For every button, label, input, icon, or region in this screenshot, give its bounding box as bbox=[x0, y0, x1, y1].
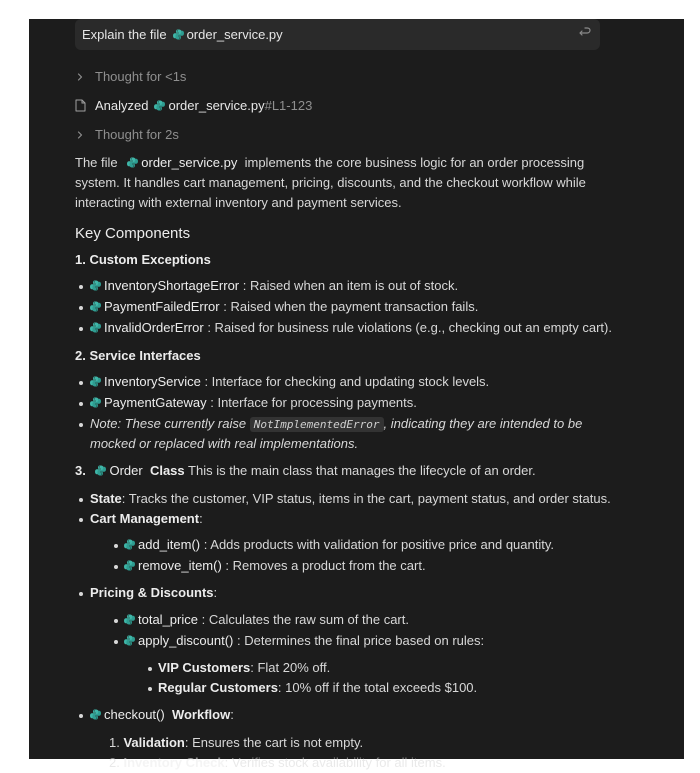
symbol-link[interactable]: PaymentFailedError bbox=[104, 299, 220, 314]
item-desc: : 10% off if the total exceeds $100. bbox=[277, 680, 478, 695]
step-number: 1. bbox=[109, 735, 120, 750]
symbol-link[interactable]: InventoryService bbox=[104, 374, 201, 389]
item-desc: : Flat 20% off. bbox=[250, 660, 331, 675]
item-label: State bbox=[90, 491, 122, 506]
python-symbol-icon bbox=[90, 376, 101, 387]
python-symbol-icon bbox=[124, 614, 135, 625]
chevron-right-icon bbox=[75, 130, 85, 140]
list-item bbox=[158, 678, 477, 698]
list-item bbox=[124, 556, 426, 576]
intro-paragraph bbox=[75, 153, 610, 213]
python-symbol-icon bbox=[90, 397, 101, 408]
prompt-text: Explain the file bbox=[82, 27, 167, 42]
chevron-right-icon bbox=[75, 72, 85, 82]
list-item bbox=[90, 393, 417, 413]
item-label: Inventory Check bbox=[123, 755, 225, 770]
symbol-link[interactable]: remove_item() bbox=[138, 558, 222, 573]
python-symbol-icon bbox=[95, 465, 106, 476]
list-item bbox=[90, 372, 489, 392]
symbol-link[interactable]: InventoryShortageError bbox=[104, 278, 240, 293]
symbol-link[interactable]: Order bbox=[109, 463, 143, 478]
numbered-item bbox=[109, 753, 446, 773]
note-continuation: mocked or replaced with real implementations. bbox=[90, 436, 359, 451]
item-label: VIP Customers bbox=[158, 660, 251, 675]
item-desc: : Adds products with validation for positive price and quantity. bbox=[203, 537, 554, 552]
list-item bbox=[158, 658, 330, 678]
bullet bbox=[79, 518, 83, 522]
item-label: Regular Customers bbox=[158, 680, 278, 695]
bullet bbox=[114, 565, 118, 569]
item-label: Validation bbox=[123, 735, 185, 750]
key-components-heading: Key Components bbox=[75, 225, 191, 242]
item-label: Cart Management bbox=[90, 511, 200, 526]
note-text: , indicating they are intended to be bbox=[383, 416, 583, 431]
list-item bbox=[124, 631, 484, 651]
bullet bbox=[79, 423, 83, 427]
list-item bbox=[90, 276, 458, 296]
section-3-heading bbox=[75, 461, 536, 481]
code-snippet: NotImplementedError bbox=[250, 417, 384, 432]
note-item bbox=[90, 414, 582, 435]
python-symbol-icon bbox=[90, 322, 101, 333]
bullet bbox=[79, 381, 83, 385]
python-file-icon bbox=[127, 157, 138, 168]
python-symbol-icon bbox=[90, 280, 101, 291]
python-symbol-icon bbox=[90, 709, 101, 720]
document-icon bbox=[75, 99, 86, 112]
symbol-link[interactable]: PaymentGateway bbox=[104, 395, 207, 410]
intro-prefix: The file bbox=[75, 155, 118, 170]
item-desc: : Raised when the payment transaction fails. bbox=[223, 299, 479, 314]
item-colon: : bbox=[199, 511, 203, 526]
item-desc: : Removes a product from the cart. bbox=[225, 558, 426, 573]
analyzed-file-link[interactable]: order_service.py bbox=[168, 98, 265, 113]
symbol-link[interactable]: total_price bbox=[138, 612, 198, 627]
section-number: 3. bbox=[75, 463, 86, 478]
symbol-link[interactable]: checkout() bbox=[104, 707, 165, 722]
bullet bbox=[79, 327, 83, 331]
python-file-icon bbox=[173, 29, 184, 40]
thought-toggle-1[interactable] bbox=[75, 69, 186, 84]
bullet bbox=[79, 714, 83, 718]
step-number: 2. bbox=[109, 755, 120, 770]
class-label: Class bbox=[149, 463, 185, 478]
python-file-icon bbox=[154, 100, 165, 111]
item-desc: : Raised for business rule violations (e.g., checking out an empty cart). bbox=[207, 320, 612, 335]
section-desc: This is the main class that manages the lifecycle of an order. bbox=[188, 463, 536, 478]
thought-label: Thought for 2s bbox=[95, 127, 179, 142]
bullet bbox=[114, 544, 118, 548]
item-colon: : bbox=[213, 585, 218, 600]
list-item bbox=[124, 535, 554, 555]
item-desc: : Interface for checking and updating stock levels. bbox=[204, 374, 490, 389]
user-prompt[interactable] bbox=[75, 19, 600, 50]
bullet bbox=[79, 402, 83, 406]
bullet bbox=[114, 640, 118, 644]
bullet bbox=[114, 619, 118, 623]
item-label: Pricing & Discounts bbox=[90, 585, 214, 600]
bullet bbox=[79, 498, 83, 502]
list-item bbox=[90, 297, 478, 317]
symbol-link[interactable]: add_item() bbox=[138, 537, 201, 552]
python-symbol-icon bbox=[124, 635, 135, 646]
intro-line1: implements the core business logic for an order processing bbox=[244, 155, 585, 170]
item-desc: : Determines the final price based on rules: bbox=[237, 633, 485, 648]
section-2-heading: 2. Service Interfaces bbox=[75, 348, 201, 363]
list-item bbox=[124, 610, 409, 630]
bullet bbox=[79, 285, 83, 289]
item-desc: : Interface for processing payments. bbox=[210, 395, 417, 410]
list-item bbox=[90, 489, 611, 509]
section-1-heading: 1. Custom Exceptions bbox=[75, 252, 211, 267]
bullet bbox=[148, 667, 152, 671]
python-symbol-icon bbox=[90, 301, 101, 312]
bullet bbox=[79, 592, 83, 596]
item-desc: : Tracks the customer, VIP status, items in the cart, payment status, and order status. bbox=[121, 491, 611, 506]
item-desc: : Calculates the raw sum of the cart. bbox=[201, 612, 409, 627]
item-desc: : Raised when an item is out of stock. bbox=[242, 278, 459, 293]
list-item bbox=[90, 318, 612, 338]
list-item bbox=[90, 705, 234, 725]
thought-toggle-2[interactable] bbox=[75, 127, 179, 142]
symbol-link[interactable]: InvalidOrderError bbox=[104, 320, 204, 335]
python-symbol-icon bbox=[124, 539, 135, 550]
numbered-item bbox=[109, 733, 363, 753]
list-item bbox=[90, 509, 203, 529]
intro-file-link[interactable]: order_service.py bbox=[141, 155, 238, 170]
intro-line3: interacting with external inventory and payment services. bbox=[75, 195, 402, 210]
analyzed-label: Analyzed bbox=[95, 98, 149, 113]
thought-label: Thought for <1s bbox=[95, 69, 187, 84]
bullet bbox=[148, 687, 152, 691]
item-colon: : bbox=[230, 707, 234, 722]
symbol-link[interactable]: apply_discount() bbox=[138, 633, 234, 648]
note-text: Note: These currently raise bbox=[90, 416, 247, 431]
analyzed-row bbox=[75, 98, 312, 113]
bullet bbox=[79, 306, 83, 310]
prompt-file-link[interactable]: order_service.py bbox=[186, 27, 283, 42]
list-item bbox=[90, 583, 217, 603]
analyzed-line-range: #L1-123 bbox=[264, 98, 313, 113]
item-desc: : Ensures the cart is not empty. bbox=[184, 735, 364, 750]
python-symbol-icon bbox=[124, 560, 135, 571]
item-label: Workflow bbox=[171, 707, 231, 722]
item-desc: : Verifies stock availability for all items. bbox=[224, 755, 446, 770]
undo-icon[interactable] bbox=[579, 27, 591, 39]
chat-panel bbox=[29, 19, 684, 770]
intro-line2: system. It handles cart management, pricing, discounts, and the checkout workflow while bbox=[75, 175, 586, 190]
